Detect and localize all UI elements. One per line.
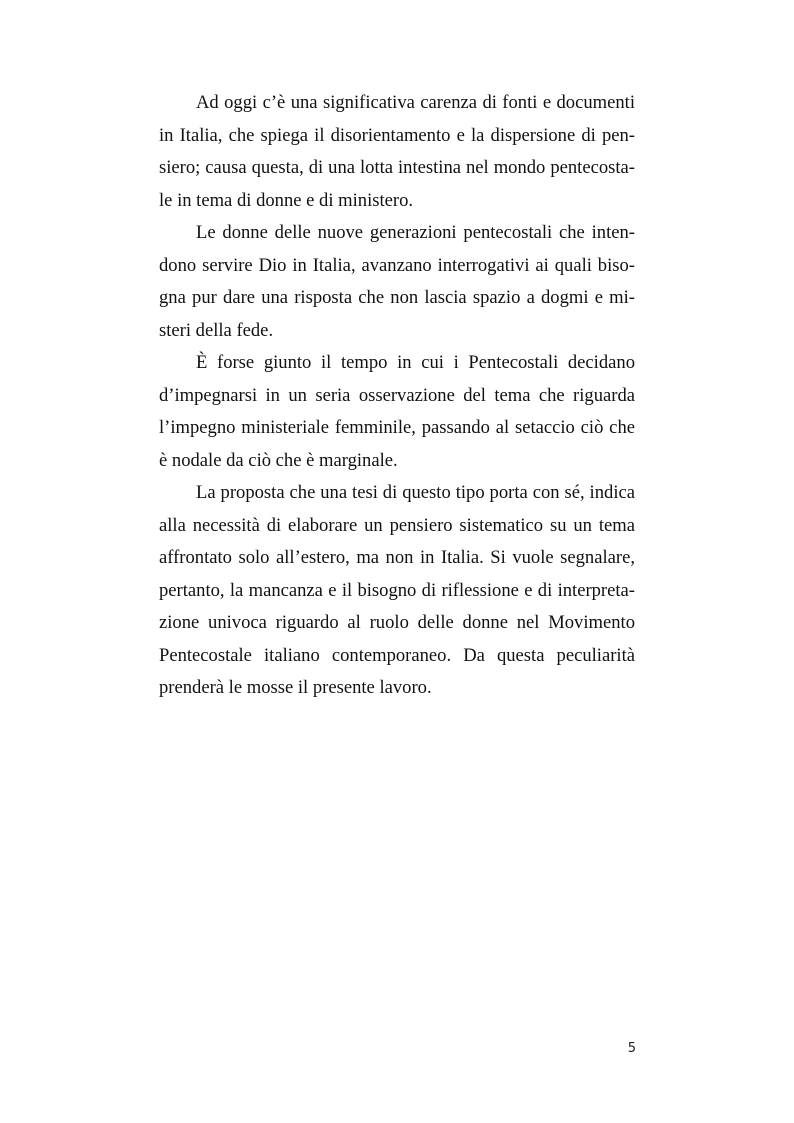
text-line: dono servire Dio in Italia, avanzano interrogativi ai quali biso- bbox=[159, 254, 635, 276]
text-line: È forse giunto il tempo in cui i Pentecostali decidano bbox=[196, 352, 635, 373]
text-line: Pentecostale italiano contemporaneo. Da questa peculiarità bbox=[159, 644, 635, 666]
text-line: affrontato solo all’estero, ma non in Italia. Si vuole segnalare, bbox=[159, 547, 635, 568]
text-line: prenderà le mosse il presente lavoro. bbox=[159, 677, 432, 698]
text-line: Ad oggi c’è una significativa carenza di fonti e documenti bbox=[196, 92, 635, 113]
text-line: è nodale da ciò che è marginale. bbox=[159, 449, 398, 471]
text-line: La proposta che una tesi di questo tipo porta con sé, indica bbox=[196, 482, 635, 503]
paragraph-2 bbox=[159, 217, 635, 347]
text-line: l’impegno ministeriale femminile, passando al setaccio ciò che bbox=[159, 417, 635, 438]
text-line: Le donne delle nuove generazioni pentecostali che inten- bbox=[196, 222, 635, 243]
body-text bbox=[159, 87, 635, 705]
text-line: d’impegnarsi in un seria osservazione del tema che riguarda bbox=[159, 384, 635, 406]
text-line: gna pur dare una risposta che non lascia spazio a dogmi e mi- bbox=[159, 287, 635, 308]
text-line: alla necessità di elaborare un pensiero sistematico su un tema bbox=[159, 514, 635, 536]
text-line: siero; causa questa, di una lotta intestina nel mondo pentecosta- bbox=[159, 157, 635, 178]
paragraph-4 bbox=[159, 477, 635, 705]
text-line: pertanto, la mancanza e il bisogno di riflessione e di interpreta- bbox=[159, 579, 635, 601]
text-line: le in tema di donne e di ministero. bbox=[159, 189, 414, 211]
text-line: in Italia, che spiega il disorientamento e la dispersione di pen- bbox=[159, 124, 635, 146]
text-line: steri della fede. bbox=[159, 319, 274, 341]
page-number: 5 bbox=[627, 1041, 636, 1056]
text-line: zione univoca riguardo al ruolo delle donne nel Movimento bbox=[159, 612, 635, 633]
paragraph-3 bbox=[159, 347, 635, 477]
paragraph-1 bbox=[159, 87, 635, 217]
